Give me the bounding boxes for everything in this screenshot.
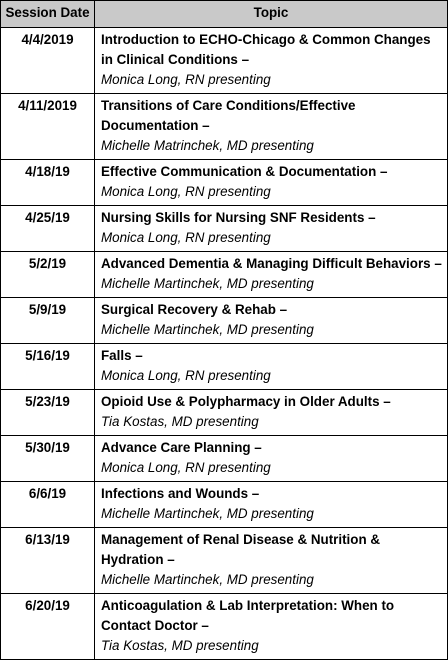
topic-presenter: Tia Kostas, MD presenting [101,638,259,653]
topic-presenter: Monica Long, RN presenting [101,72,271,87]
topic-title: Advanced Dementia & Managing Difficult Behaviors – [101,256,442,271]
topic-title: Transitions of Care Conditions/Effective Documentation – [101,98,356,133]
topic-presenter: Tia Kostas, MD presenting [101,414,259,429]
session-topic [95,206,448,252]
session-topic [95,344,448,390]
header-row [1,1,448,28]
topic-presenter: Michelle Martinchek, MD presenting [101,572,314,587]
session-date: 5/2/19 [1,252,95,298]
topic-presenter: Michelle Martinchek, MD presenting [101,506,314,521]
session-date: 5/30/19 [1,436,95,482]
session-date: 4/11/2019 [1,94,95,160]
session-date: 5/23/19 [1,390,95,436]
session-topic [95,528,448,594]
topic-title: Anticoagulation & Lab Interpretation: When to Contact Doctor – [101,598,395,633]
topic-presenter: Michelle Martinchek, MD presenting [101,276,314,291]
table-row [1,594,448,660]
topic-title: Effective Communication & Documentation – [101,164,388,179]
topic-title: Infections and Wounds – [101,486,260,501]
table-row [1,160,448,206]
session-topic [95,160,448,206]
topic-presenter: Monica Long, RN presenting [101,368,271,383]
topic-title: Opioid Use & Polypharmacy in Older Adults – [101,394,391,409]
table-row [1,206,448,252]
topic-title: Nursing Skills for Nursing SNF Residents – [101,210,376,225]
topic-title: Advance Care Planning – [101,440,262,455]
session-date: 4/18/19 [1,160,95,206]
table-row [1,436,448,482]
session-date: 6/6/19 [1,482,95,528]
topic-title: Falls – [101,348,143,363]
topic-title: Surgical Recovery & Rehab – [101,302,288,317]
session-topic [95,252,448,298]
table-row [1,482,448,528]
session-topic [95,482,448,528]
session-topic [95,94,448,160]
topic-presenter: Monica Long, RN presenting [101,184,271,199]
topic-presenter: Michelle Matrinchek, MD presenting [101,138,314,153]
table-row [1,528,448,594]
session-date: 6/13/19 [1,528,95,594]
table-row [1,94,448,160]
topic-presenter: Monica Long, RN presenting [101,460,271,475]
topic-title: Introduction to ECHO-Chicago & Common Changes in Clinical Conditions – [101,32,431,67]
session-topic [95,436,448,482]
table-row [1,298,448,344]
session-topic [95,28,448,94]
session-topic [95,390,448,436]
topic-title: Management of Renal Disease & Nutrition & Hydration – [101,532,381,567]
header-topic: Topic [95,1,448,28]
session-topic [95,298,448,344]
table-row [1,252,448,298]
session-date: 5/9/19 [1,298,95,344]
topic-presenter: Michelle Martinchek, MD presenting [101,322,314,337]
table-row [1,390,448,436]
session-date: 6/20/19 [1,594,95,660]
table-row [1,344,448,390]
session-date: 4/4/2019 [1,28,95,94]
table-row [1,28,448,94]
header-session-date: Session Date [1,1,95,28]
session-date: 4/25/19 [1,206,95,252]
session-topic [95,594,448,660]
session-date: 5/16/19 [1,344,95,390]
topic-presenter: Monica Long, RN presenting [101,230,271,245]
